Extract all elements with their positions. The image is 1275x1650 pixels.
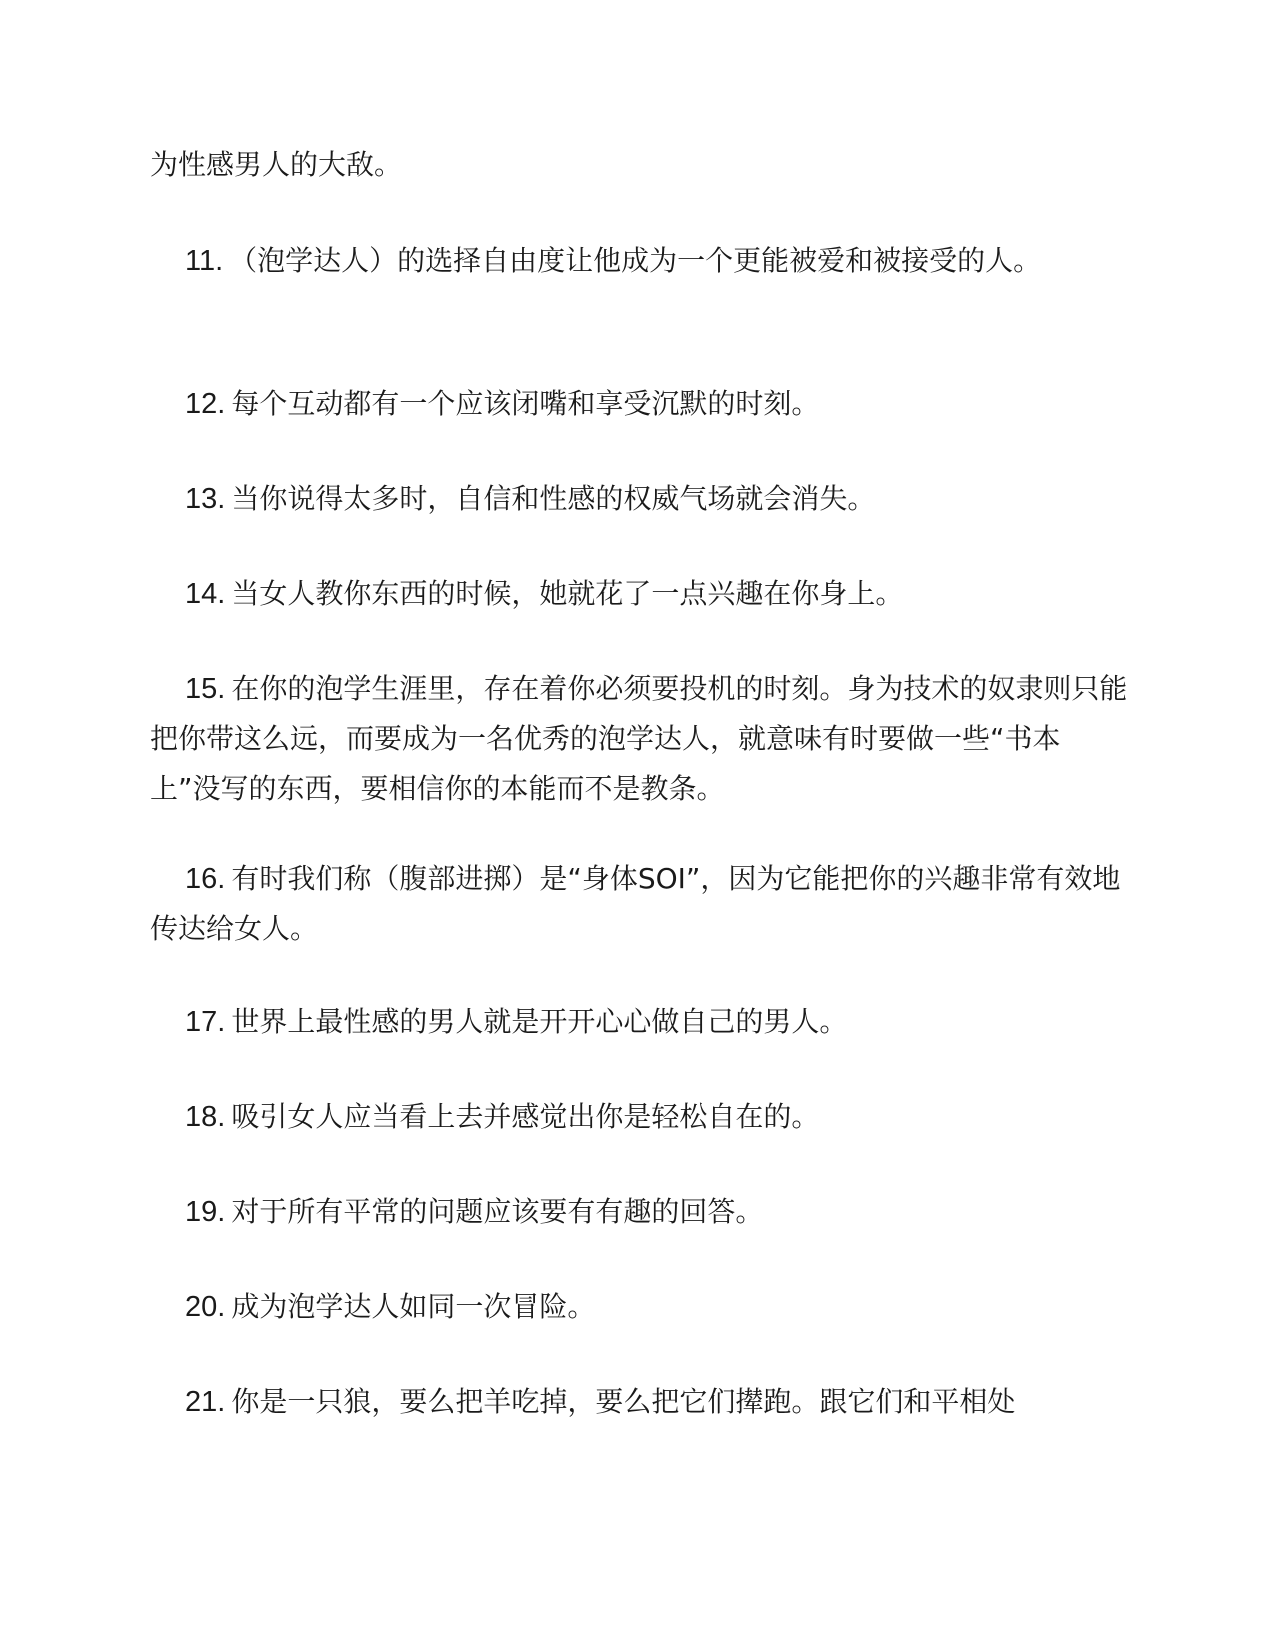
item-number: 12.: [185, 388, 226, 420]
list-item-12: [150, 379, 1130, 429]
item-number: 21.: [185, 1386, 226, 1418]
item-number: 11.: [185, 245, 224, 277]
list-item-15: [150, 664, 1130, 814]
item-text: 成为泡学达人如同一次冒险。: [231, 1290, 596, 1323]
paragraph-continuation: [150, 140, 1130, 190]
item-number: 19.: [185, 1196, 226, 1228]
item-text: 对于所有平常的问题应该要有有趣的回答。: [231, 1195, 764, 1228]
list-item-17: [150, 997, 1130, 1047]
list-item-13: [150, 474, 1130, 524]
item-number: 17.: [185, 1006, 226, 1038]
paragraph-text: 为性感男人的大敌。: [150, 148, 403, 181]
item-number: 20.: [185, 1291, 226, 1323]
item-text: 当你说得太多时，自信和性感的权威气场就会消失。: [231, 482, 876, 515]
list-item-16: [150, 854, 1130, 954]
item-number: 13.: [185, 483, 226, 515]
item-text: 在你的泡学生涯里，存在着你必须要投机的时刻。身为技术的奴隶则只能把你带这么远，而要成为一名优秀的泡学达人，就意味有时要做一些“书本上”没写的东西，要相信你的本能而不是教条。: [150, 672, 1128, 805]
item-text: 当女人教你东西的时候，她就花了一点兴趣在你身上。: [231, 577, 904, 610]
list-item-14: [150, 569, 1130, 619]
list-item-21: [150, 1377, 1130, 1427]
item-text: 吸引女人应当看上去并感觉出你是轻松自在的。: [231, 1100, 820, 1133]
item-text: 你是一只狼，要么把羊吃掉，要么把它们撵跑。跟它们和平相处: [231, 1385, 1016, 1418]
item-text: 每个互动都有一个应该闭嘴和享受沉默的时刻。: [231, 387, 820, 420]
list-item-19: [150, 1187, 1130, 1237]
list-item-20: [150, 1282, 1130, 1332]
list-item-18: [150, 1092, 1130, 1142]
item-number: 15.: [185, 673, 226, 705]
item-number: 16.: [185, 863, 226, 895]
item-number: 18.: [185, 1101, 226, 1133]
list-item-11: [150, 236, 1130, 286]
item-text: 世界上最性感的男人就是开开心心做自己的男人。: [231, 1005, 848, 1038]
item-text: 有时我们称（腹部进掷）是“身体SOI”，因为它能把你的兴趣非常有效地传达给女人。: [150, 862, 1121, 945]
item-text: （泡学达人）的选择自由度让他成为一个更能被爱和被接受的人。: [229, 244, 1042, 277]
item-number: 14.: [185, 578, 226, 610]
